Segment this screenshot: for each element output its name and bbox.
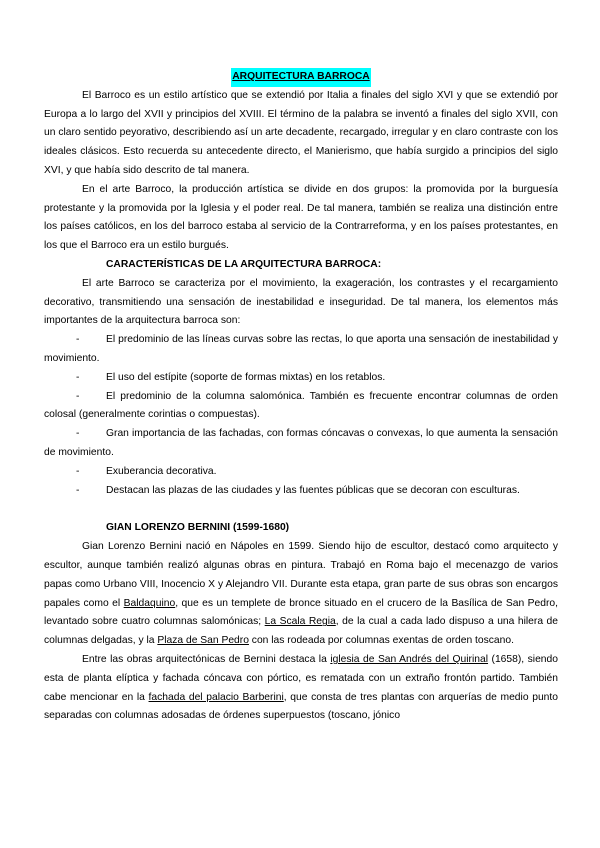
characteristics-heading: CARACTERÍSTICAS DE LA ARQUITECTURA BARROCA: [106, 258, 382, 270]
list-item [44, 463, 558, 482]
bernini-p1-text-a: Gian Lorenzo Bernini nació en Nápoles en 1599. Siendo hijo de escultor, destacó como arquitecto y escultor, aunque también realizó algunas obras en pintura. Trabajó en Roma bajo el mecenazgo de varios papas como Urbano VIII, Inocencio X y Alejandro VII. Durante esta etapa, gran parte de sus obras son encargos papales como el [44, 541, 558, 609]
list-item [44, 369, 558, 388]
palacio-barberini-link[interactable]: fachada del palacio Barberini [148, 691, 284, 703]
list-item [44, 425, 558, 463]
characteristics-list [44, 331, 558, 500]
list-item-text: Exuberancia decorativa. [106, 465, 217, 477]
bullet-dash: - [76, 371, 80, 383]
plaza-san-pedro-link[interactable]: Plaza de San Pedro [157, 635, 249, 647]
bernini-p2-text-b: (1658), siendo esta de planta elíptica y fachada cóncava con pórtico, es rematada con un extraño frontón partido. También cabe mencionar en la [44, 653, 558, 703]
bullet-dash: - [76, 484, 80, 496]
spacer [44, 500, 558, 519]
page-title: ARQUITECTURA BARROCA [231, 68, 370, 87]
bernini-paragraph-2 [44, 651, 558, 726]
document-page [44, 68, 558, 726]
bernini-heading: GIAN LORENZO BERNINI (1599-1680) [106, 522, 290, 534]
list-item-text: El predominio de las líneas curvas sobre las rectas, lo que aporta una sensación de inestabilidad y movimiento. [44, 334, 558, 364]
bullet-dash: - [76, 428, 80, 440]
list-item [44, 331, 558, 369]
title-line [44, 68, 558, 87]
list-item [44, 482, 558, 501]
intro-paragraph-2: En el arte Barroco, la producción artística se divide en dos grupos: la promovida por la burguesía protestante y la promovida por la Iglesia y el poder real. De tal manera, también se realiza una distinción entre los países católicos, en los del barroco estaba al servicio de la Contrarreforma, y en los países protestantes, en los que el Barroco era un estilo burgués. [44, 183, 558, 252]
bullet-dash: - [76, 390, 80, 402]
list-item-text: El uso del estípite (soporte de formas mixtas) en los retablos. [106, 371, 386, 383]
intro-paragraph-1: El Barroco es un estilo artístico que se extendió por Italia a finales del siglo XVI y que se extendió por Europa a lo largo del XVII y principios del XVIII. El término de la palabra se inventó a finales del siglo XVII, con un claro sentido peyorativo, describiendo así un arte decadente, recargado, irregular y en claro contraste con los ideales clásicos. Esto recuerda su antecedente directo, el Manierismo, que había surgido a principios del siglo XVI, y que había sido descrito de tal manera. [44, 89, 558, 176]
list-item-text: Destacan las plazas de las ciudades y las fuentes públicas que se decoran con esculturas. [106, 484, 520, 496]
list-item-text: Gran importancia de las fachadas, con formas cóncavas o convexas, lo que aumenta la sensación de movimiento. [44, 428, 558, 458]
bernini-p1-text-c: , de la cual a cada lado dispuso a una hilera de columnas delgadas, y la [44, 616, 558, 647]
scala-regia-link[interactable]: La Scala Regia [264, 616, 336, 628]
characteristics-paragraph: El arte Barroco se caracteriza por el movimiento, la exageración, los contrastes y el recargamiento decorativo, transmitiendo una sensación de inestabilidad e inseguridad. De tal manera, los elementos más importantes de la arquitectura barroca son: [44, 277, 558, 327]
bernini-p1-text-b: , que es un templete de bronce situado en el crucero de la Basílica de San Pedro, levantado sobre cuatro columnas salomónicas; [44, 597, 558, 628]
bernini-p1-text-d: con las rodeada por columnas exentas de orden toscano. [248, 635, 514, 647]
list-item-text: El predominio de la columna salomónica. También es frecuente encontrar columnas de orden colosal (generalmente corintias o compuestas). [44, 390, 558, 421]
bullet-dash: - [76, 465, 80, 477]
bullet-dash: - [76, 334, 80, 346]
baldaquino-link[interactable]: Baldaquino [123, 597, 176, 609]
bernini-paragraph-1 [44, 538, 558, 651]
bernini-p2-text-a: Entre las obras arquitectónicas de Bernini destaca la [82, 653, 331, 665]
san-andres-quirinal-link[interactable]: iglesia de San Andrés del Quirinal [330, 653, 489, 665]
list-item [44, 388, 558, 426]
bernini-p2-text-c: , que consta de tres plantas con arquerías de medio punto separadas con columnas adosadas de órdenes superpuestos (toscano, jónico [44, 691, 558, 722]
